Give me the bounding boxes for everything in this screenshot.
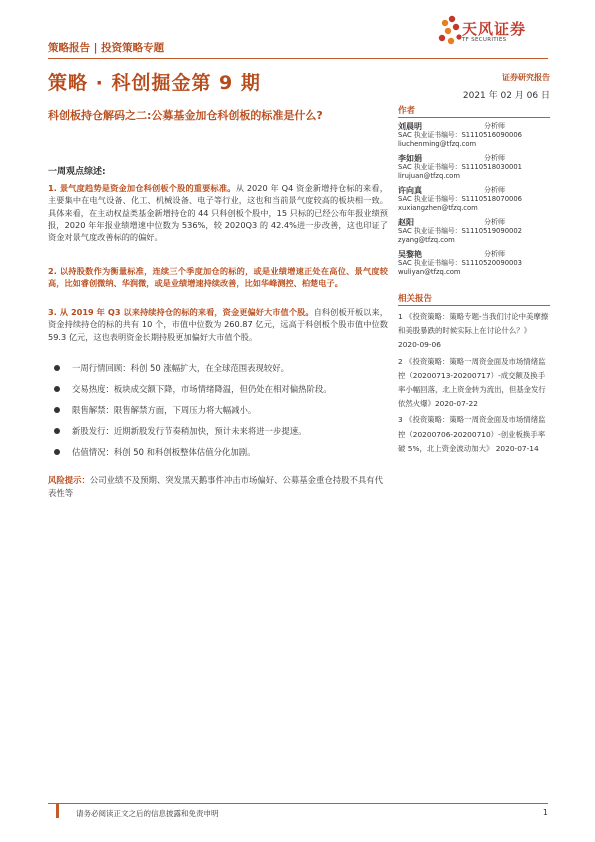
author-name: 李如娟 bbox=[398, 154, 422, 163]
related-reports-list bbox=[398, 310, 550, 456]
report-subtitle: 科创板持仓解码之二:公募基金加仓科创板的标准是什么? bbox=[48, 109, 323, 122]
logo-text: 天风证券 bbox=[462, 20, 527, 38]
author-cert: SAC 执业证书编号：S1110516090006 bbox=[398, 131, 522, 139]
list-item: 估值情况：科创 50 和科创板整体估值分化加剧。 bbox=[48, 446, 388, 459]
author-email[interactable]: liuchenming@tfzq.com bbox=[398, 140, 477, 148]
footer-disclaimer: 请务必阅读正文之后的信息披露和免责申明 bbox=[76, 809, 219, 818]
author-role: 分析师 bbox=[484, 122, 505, 130]
breadcrumb: 策略报告 | 投资策略专题 bbox=[48, 42, 165, 54]
authors-heading: 作者 bbox=[398, 106, 416, 116]
related-reports-heading: 相关报告 bbox=[398, 294, 433, 304]
list-item: 新股发行：近期新股发行节奏稍加快，预计未来将进一步提速。 bbox=[48, 425, 388, 438]
author-email[interactable]: xuxiangzhen@tfzq.com bbox=[398, 204, 478, 212]
author-card bbox=[398, 186, 550, 213]
author-email[interactable]: wuliyan@tfzq.com bbox=[398, 268, 461, 276]
author-cert: SAC 执业证书编号：S1110518030001 bbox=[398, 163, 522, 171]
related-report-link[interactable]: 3 《投资策略：策略一周资金面及市场情绪监控（20200706-20200710）-创业板换手率破 5%，北上资金波动加大》 2020-07-14 bbox=[398, 415, 546, 453]
footer-accent-bar bbox=[56, 804, 59, 818]
summary-paragraph-3 bbox=[48, 306, 388, 343]
summary-heading: 一周观点综述: bbox=[48, 167, 106, 177]
related-report-link[interactable]: 1 《投资策略：策略专题-当我们讨论中美摩擦和美股暴跌的时候实际上在讨论什么？》 2020-09-06 bbox=[398, 312, 549, 350]
bullet-dot-icon bbox=[54, 449, 60, 455]
author-card bbox=[398, 218, 550, 245]
related-reports-divider bbox=[398, 305, 550, 306]
risk-label: 风险提示： bbox=[48, 475, 90, 485]
bullet-dot-icon bbox=[54, 407, 60, 413]
bullet-dot-icon bbox=[54, 365, 60, 371]
author-cert: SAC 执业证书编号：S1110518070006 bbox=[398, 195, 522, 203]
paragraph-body: 自科创板开板以来，资金持续持仓的标的共有 10 个，市值中位数为 260.87 亿元，远高于科创板个股市值中位数 59.3 亿元，这也表明资金长期持股更加偏好大市值个股。 bbox=[48, 307, 388, 342]
footer-divider bbox=[48, 803, 548, 804]
author-role: 分析师 bbox=[484, 186, 505, 194]
paragraph-body: 从 2020 年 Q4 资金新增持仓标的来看，主要集中在电气设备、化工、机械设备、电子等行业，这也和当前景气度较高的板块相一致。具体来看，在主动权益类基金新增持仓的 44 只科创板个股中，15 只标的已经公布年报业绩预报，2020 年年报业绩增速中位数为 536%，较 2020Q3 的 42.4%进一步改善，这也印证了资金对景气度改善标的的偏好。 bbox=[48, 183, 388, 243]
author-card bbox=[398, 122, 550, 149]
list-item: 一周行情回顾：科创 50 涨幅扩大，在全球范围表现较好。 bbox=[48, 362, 388, 375]
bullet-list bbox=[48, 362, 388, 467]
page-title: 策略 · 科创掘金第 9 期 bbox=[48, 72, 261, 94]
paragraph-lead: 1. 景气度趋势是资金加仓科创板个股的重要标准。 bbox=[48, 183, 236, 193]
paragraph-lead: 3. 从 2019 年 Q3 以来持续持仓的标的来看，资金更偏好大市值个股。 bbox=[48, 307, 314, 317]
author-card bbox=[398, 154, 550, 181]
risk-text: 公司业绩不及预期、突发黑天鹅事件冲击市场偏好、公募基金重仓持股不具有代表性等 bbox=[48, 475, 383, 498]
logo-mark-icon bbox=[439, 16, 462, 44]
bullet-dot-icon bbox=[54, 428, 60, 434]
author-role: 分析师 bbox=[484, 250, 505, 258]
author-card bbox=[398, 250, 550, 277]
paragraph-lead: 2. 以持股数作为衡量标准，连续三个季度加仓的标的，或是业绩增速正处在高位、景气度较高，比如睿创微纳、华润微，或是业绩增速持续改善，比如华峰测控、柏楚电子。 bbox=[48, 266, 388, 289]
author-name: 许向真 bbox=[398, 186, 422, 195]
author-name: 刘晨明 bbox=[398, 122, 422, 131]
author-email[interactable]: lirujuan@tfzq.com bbox=[398, 172, 460, 180]
logo-subtext: TF SECURITIES bbox=[462, 37, 507, 43]
list-item: 交易热度：板块成交额下降，市场情绪降温，但仍处在相对偏热阶段。 bbox=[48, 383, 388, 396]
summary-paragraph-1 bbox=[48, 182, 388, 243]
page-number: 1 bbox=[542, 808, 548, 817]
risk-note bbox=[48, 474, 388, 499]
author-cert: SAC 执业证书编号：S1110519090002 bbox=[398, 227, 522, 235]
related-report-link[interactable]: 2 《投资策略：策略一周资金面及市场情绪监控（20200713-20200717）-成交额及换手率小幅回落，北上资金转为流出，但基金发行依然火爆》2020-07-22 bbox=[398, 356, 546, 409]
bullet-dot-icon bbox=[54, 386, 60, 392]
summary-paragraph-2 bbox=[48, 265, 388, 290]
author-cert: SAC 执业证书编号：S1110520090003 bbox=[398, 259, 522, 267]
authors-divider bbox=[398, 117, 550, 118]
author-name: 吴黎艳 bbox=[398, 250, 422, 259]
report-date: 2021 年 02 月 06 日 bbox=[462, 91, 550, 101]
header-divider bbox=[48, 58, 548, 59]
list-item: 限售解禁：限售解禁方面，下周压力将大幅减小。 bbox=[48, 404, 388, 417]
author-role: 分析师 bbox=[484, 218, 505, 226]
author-role: 分析师 bbox=[484, 154, 505, 162]
doc-type: 证券研究报告 bbox=[502, 73, 550, 82]
author-name: 赵阳 bbox=[398, 218, 414, 227]
author-email[interactable]: zyang@tfzq.com bbox=[398, 236, 455, 244]
